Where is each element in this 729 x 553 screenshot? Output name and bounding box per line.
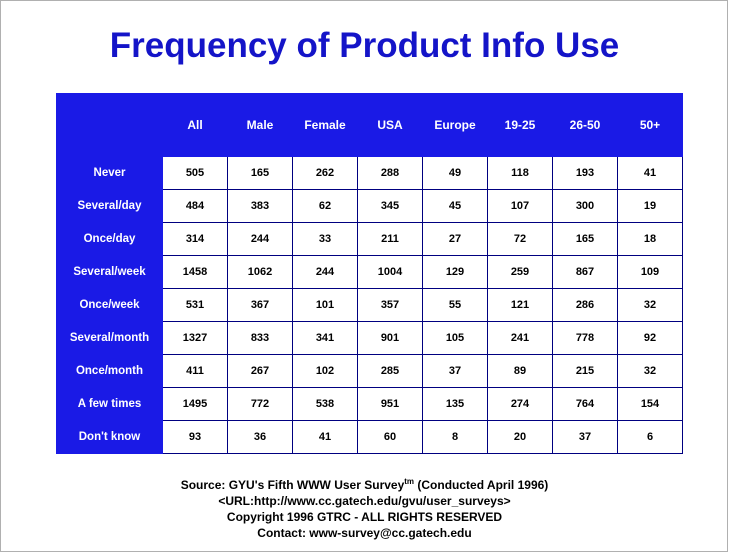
table-row <box>57 322 683 355</box>
table-cell: 285 <box>358 355 423 388</box>
table-cell: 288 <box>358 157 423 190</box>
row-label-several-month: Several/month <box>57 322 163 355</box>
table-cell: 89 <box>488 355 553 388</box>
table-cell: 1458 <box>163 256 228 289</box>
table-corner-cell <box>57 94 163 157</box>
table-cell: 129 <box>423 256 488 289</box>
table-cell: 951 <box>358 388 423 421</box>
table-cell: 267 <box>228 355 293 388</box>
table-cell: 37 <box>423 355 488 388</box>
table-cell: 19 <box>618 190 683 223</box>
data-table-container <box>56 93 673 454</box>
column-header-usa: USA <box>358 94 423 157</box>
table-cell: 244 <box>293 256 358 289</box>
table-cell: 901 <box>358 322 423 355</box>
table-cell: 135 <box>423 388 488 421</box>
footer-source-date: (Conducted April 1996) <box>414 478 549 492</box>
table-cell: 778 <box>553 322 618 355</box>
table-cell: 72 <box>488 223 553 256</box>
table-cell: 241 <box>488 322 553 355</box>
table-cell: 36 <box>228 421 293 454</box>
column-header-europe: Europe <box>423 94 488 157</box>
table-cell: 107 <box>488 190 553 223</box>
table-cell: 18 <box>618 223 683 256</box>
table-row <box>57 289 683 322</box>
row-label-once-month: Once/month <box>57 355 163 388</box>
table-cell: 165 <box>228 157 293 190</box>
table-cell: 118 <box>488 157 553 190</box>
table-cell: 411 <box>163 355 228 388</box>
table-cell: 833 <box>228 322 293 355</box>
trademark-superscript: tm <box>404 477 415 486</box>
table-cell: 764 <box>553 388 618 421</box>
table-cell: 1004 <box>358 256 423 289</box>
table-cell: 357 <box>358 289 423 322</box>
table-header <box>57 94 683 157</box>
table-cell: 32 <box>618 289 683 322</box>
table-cell: 286 <box>553 289 618 322</box>
table-cell: 772 <box>228 388 293 421</box>
table-cell: 41 <box>618 157 683 190</box>
table-cell: 101 <box>293 289 358 322</box>
row-label-once-week: Once/week <box>57 289 163 322</box>
row-label-never: Never <box>57 157 163 190</box>
table-row <box>57 223 683 256</box>
column-header-19-25: 19-25 <box>488 94 553 157</box>
table-row <box>57 388 683 421</box>
table-cell: 345 <box>358 190 423 223</box>
table-cell: 867 <box>553 256 618 289</box>
table-cell: 154 <box>618 388 683 421</box>
table-row <box>57 190 683 223</box>
table-cell: 37 <box>553 421 618 454</box>
table-cell: 109 <box>618 256 683 289</box>
table-cell: 105 <box>423 322 488 355</box>
footer-copyright-line: Copyright 1996 GTRC - ALL RIGHTS RESERVED <box>226 510 503 524</box>
table-cell: 211 <box>358 223 423 256</box>
column-header-all: All <box>163 94 228 157</box>
table-cell: 41 <box>293 421 358 454</box>
row-label-several-day: Several/day <box>57 190 163 223</box>
table-cell: 102 <box>293 355 358 388</box>
column-header-male: Male <box>228 94 293 157</box>
table-cell: 165 <box>553 223 618 256</box>
page-title: Frequency of Product Info Use <box>109 26 620 65</box>
table-cell: 531 <box>163 289 228 322</box>
table-body <box>57 157 683 454</box>
table-cell: 262 <box>293 157 358 190</box>
frequency-table <box>56 93 683 454</box>
table-row <box>57 256 683 289</box>
row-label-a-few-times: A few times <box>57 388 163 421</box>
column-header-26-50: 26-50 <box>553 94 618 157</box>
table-header-row <box>57 94 683 157</box>
row-label-several-week: Several/week <box>57 256 163 289</box>
table-cell: 8 <box>423 421 488 454</box>
table-cell: 55 <box>423 289 488 322</box>
table-cell: 193 <box>553 157 618 190</box>
footer-source-text: Source: GYU's Fifth WWW User Survey <box>180 478 405 492</box>
table-cell: 244 <box>228 223 293 256</box>
column-header-female: Female <box>293 94 358 157</box>
footer-credits <box>0 474 729 541</box>
table-cell: 121 <box>488 289 553 322</box>
table-cell: 314 <box>163 223 228 256</box>
table-cell: 1495 <box>163 388 228 421</box>
table-cell: 300 <box>553 190 618 223</box>
column-header-50plus: 50+ <box>618 94 683 157</box>
table-cell: 538 <box>293 388 358 421</box>
table-cell: 93 <box>163 421 228 454</box>
table-cell: 505 <box>163 157 228 190</box>
table-cell: 49 <box>423 157 488 190</box>
table-cell: 274 <box>488 388 553 421</box>
table-row <box>57 421 683 454</box>
table-cell: 92 <box>618 322 683 355</box>
table-cell: 33 <box>293 223 358 256</box>
table-cell: 6 <box>618 421 683 454</box>
table-cell: 27 <box>423 223 488 256</box>
table-cell: 259 <box>488 256 553 289</box>
footer-url-line: <URL:http://www.cc.gatech.edu/gvu/user_surveys> <box>218 494 511 508</box>
table-cell: 1062 <box>228 256 293 289</box>
row-label-dont-know: Don't know <box>57 421 163 454</box>
table-cell: 484 <box>163 190 228 223</box>
table-cell: 367 <box>228 289 293 322</box>
row-label-once-day: Once/day <box>57 223 163 256</box>
table-cell: 341 <box>293 322 358 355</box>
table-cell: 215 <box>553 355 618 388</box>
table-cell: 32 <box>618 355 683 388</box>
table-row <box>57 355 683 388</box>
footer-contact-line: Contact: www-survey@cc.gatech.edu <box>257 526 472 540</box>
table-cell: 383 <box>228 190 293 223</box>
table-cell: 62 <box>293 190 358 223</box>
table-row <box>57 157 683 190</box>
table-cell: 45 <box>423 190 488 223</box>
table-cell: 60 <box>358 421 423 454</box>
footer-source-line <box>0 474 729 493</box>
table-cell: 20 <box>488 421 553 454</box>
table-cell: 1327 <box>163 322 228 355</box>
